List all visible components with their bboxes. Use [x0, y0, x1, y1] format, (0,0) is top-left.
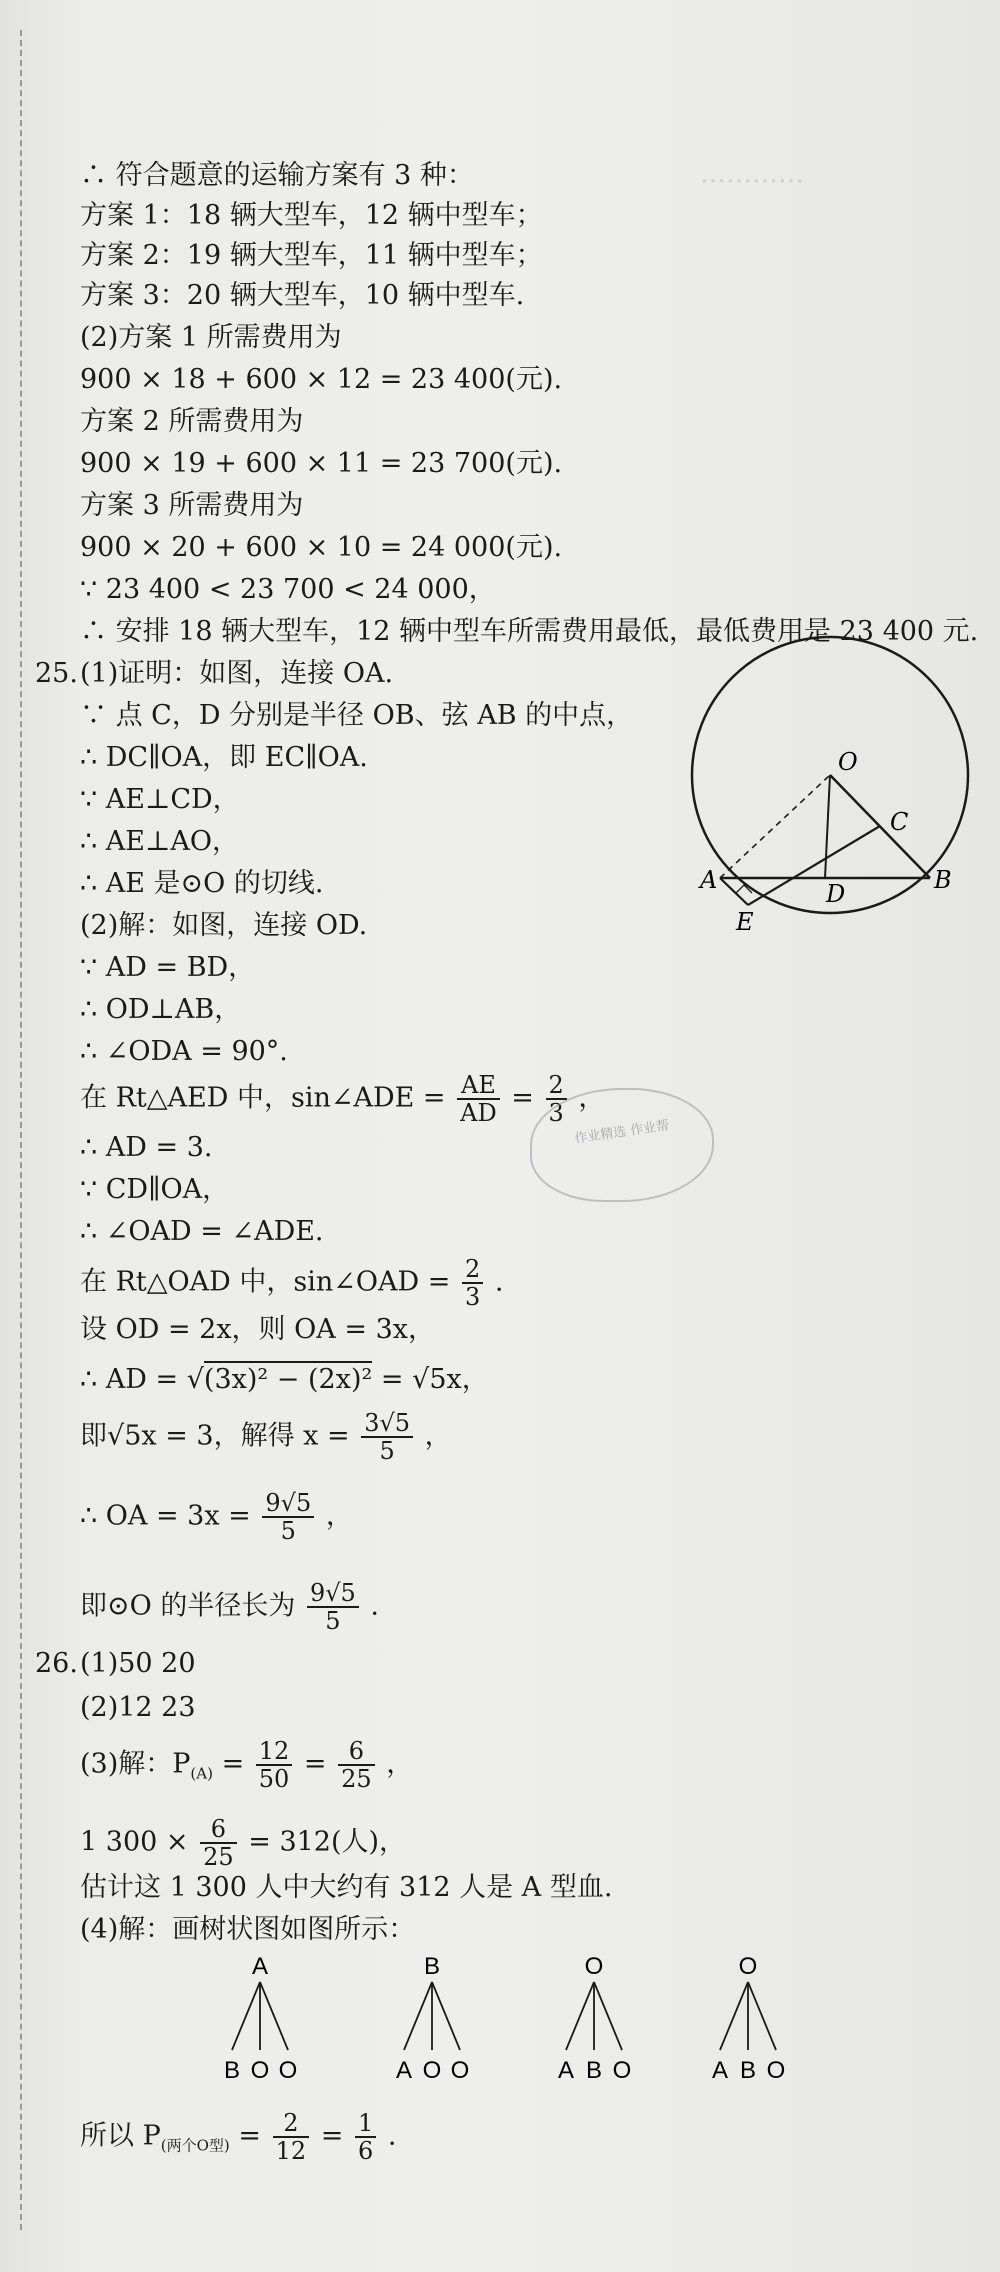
tree-branch — [748, 1982, 776, 2050]
tree-branch — [404, 1982, 432, 2050]
fraction-two-thirds — [462, 1256, 483, 1310]
fraction-12-over-50 — [256, 1738, 293, 1792]
tree-diagram — [200, 1950, 840, 2090]
q24-line-9: 方案 3 所需费用为 — [80, 490, 304, 521]
q25-line-17: ∴ AD = √(3x)² − (2x)² = √5x， — [80, 1362, 489, 1398]
tree-leaf: O — [766, 2057, 786, 2084]
label-b: B — [934, 866, 952, 894]
fraction-9root5-over-5 — [307, 1580, 359, 1634]
punctuation: ， — [325, 1500, 353, 1532]
fraction-6-over-25 — [338, 1738, 375, 1792]
fraction-denominator: 25 — [341, 1765, 372, 1793]
q26-line-4 — [80, 1816, 406, 1870]
fraction-numerator: 2 — [273, 2110, 310, 2138]
fraction-denominator: 5 — [325, 1607, 341, 1635]
q25-sin-oad-label: 在 Rt△OAD 中，sin∠OAD = — [80, 1266, 451, 1298]
fraction-numerator: 12 — [256, 1738, 293, 1766]
ad-label: ∴ AD = — [80, 1364, 179, 1395]
tree-b — [396, 1953, 469, 2084]
fraction-denominator: 6 — [357, 2137, 374, 2165]
label-c: C — [890, 808, 909, 836]
equals-sign: = — [320, 2120, 344, 2152]
punctuation: ， — [386, 1748, 414, 1780]
fraction-numerator: 1 — [355, 2110, 376, 2138]
q25-sin-ade-label: 在 Rt△AED 中，sin∠ADE = — [80, 1082, 446, 1114]
tree-leaf: O — [612, 2057, 632, 2084]
fraction-denominator: 5 — [379, 1437, 395, 1465]
q25-number: 25. — [35, 658, 78, 689]
fraction-denominator: 5 — [280, 1517, 296, 1545]
fraction-denominator: 3 — [464, 1283, 481, 1311]
q25-line-18 — [80, 1410, 452, 1464]
watermark-stamp — [530, 1088, 714, 1202]
equals-sign: = — [303, 1748, 327, 1780]
q25-line-6: ∴ AE 是⊙O 的切线. — [80, 868, 324, 899]
q25-line-11 — [80, 1072, 605, 1126]
tree-leaf: B — [223, 2057, 241, 2084]
fraction-denominator: 12 — [275, 2137, 307, 2165]
population-result: = 312(人)， — [248, 1826, 407, 1858]
q24-line-8: 900 × 19 + 600 × 11 = 23 700(元). — [80, 448, 563, 479]
q25-line-20 — [80, 1580, 379, 1634]
tree-leaf: O — [278, 2057, 298, 2084]
equals-sign: = — [221, 1748, 245, 1780]
tree-branch — [232, 1982, 260, 2050]
q24-line-12: ∴ 安排 18 辆大型车，12 辆中型车所需费用最低，最低费用是 23 400 元. — [80, 616, 979, 647]
fraction-denominator: 50 — [258, 1765, 290, 1793]
bleed-through-text: ………… — [700, 159, 804, 189]
line-ce — [748, 826, 880, 905]
q26-line-5: 估计这 1 300 人中大约有 312 人是 A 型血. — [80, 1872, 613, 1903]
fraction-3root5-over-5 — [361, 1410, 413, 1464]
q25-line-15 — [80, 1256, 503, 1310]
dashed-oa — [720, 775, 830, 878]
q24-line-4: 方案 3：20 辆大型车，10 辆中型车. — [80, 280, 525, 311]
fraction-numerator: 3√5 — [361, 1410, 413, 1438]
fraction-numerator: 2 — [546, 1072, 567, 1100]
binding-dashed-line — [20, 30, 22, 2230]
fraction-numerator: 9√5 — [262, 1490, 314, 1518]
q25-line-3: ∴ DC∥OA，即 EC∥OA. — [80, 742, 368, 773]
q24-line-6: 900 × 18 + 600 × 12 = 23 400(元). — [80, 364, 563, 395]
segment-od — [825, 775, 830, 878]
q25-line-7: (2)解：如图，连接 OD. — [80, 910, 368, 941]
fraction-numerator: 6 — [200, 1816, 237, 1844]
solve-x-label: 即√5x = 3，解得 x = — [80, 1420, 350, 1452]
tree-leaf: A — [557, 2057, 575, 2084]
oa-label: ∴ OA = 3x = — [80, 1500, 251, 1532]
pa-subscript: (A) — [190, 1764, 213, 1783]
punctuation: . — [387, 2120, 397, 2152]
population-label: 1 300 × — [80, 1826, 189, 1858]
q26-line-7 — [80, 2110, 396, 2164]
fraction-6-over-25 — [200, 1816, 237, 1870]
q24-line-2: 方案 1：18 辆大型车，12 辆中型车； — [80, 200, 543, 231]
q25-line-14: ∴ ∠OAD = ∠ADE. — [80, 1216, 324, 1247]
punctuation: ， — [424, 1420, 452, 1452]
punctuation: ， — [578, 1082, 606, 1114]
punctuation: . — [494, 1266, 504, 1298]
fraction-ae-over-ad — [457, 1072, 500, 1126]
label-a: A — [700, 866, 718, 894]
fraction-numerator: 2 — [462, 1256, 483, 1284]
q25-line-8: ∵ AD = BD， — [80, 952, 256, 983]
tree-o-1 — [558, 1953, 631, 2084]
fraction-1-over-6 — [355, 2110, 376, 2164]
tree-branch — [594, 1982, 622, 2050]
tree-root: O — [738, 1953, 758, 1980]
label-o: O — [838, 748, 858, 776]
equals-sign: = — [238, 2120, 261, 2152]
tree-branch — [260, 1982, 288, 2050]
q24-line-10: 900 × 20 + 600 × 10 = 24 000(元). — [80, 532, 563, 563]
q26-number: 26. — [35, 1648, 78, 1679]
tree-leaf: A — [395, 2057, 413, 2084]
tree-leaf: O — [250, 2057, 270, 2084]
tree-root: O — [584, 1953, 604, 1980]
equals-sign: = — [511, 1082, 534, 1114]
tree-leaf: O — [450, 2057, 470, 2084]
q26-line-6: (4)解：画树状图如图所示： — [80, 1914, 416, 1945]
q24-line-7: 方案 2 所需费用为 — [80, 406, 304, 437]
q26-line-3 — [80, 1738, 413, 1792]
stamp-text: 作业精选 作业帮 — [573, 1118, 671, 1147]
fraction-numerator: 9√5 — [307, 1580, 359, 1608]
q25-line-10: ∴ ∠ODA = 90°. — [80, 1036, 288, 1067]
fraction-2-over-12 — [273, 2110, 310, 2164]
fraction-numerator: AE — [457, 1072, 500, 1100]
tree-branch — [566, 1982, 594, 2050]
q25-line-16: 设 OD = 2x，则 OA = 3x， — [80, 1314, 435, 1345]
q24-line-11: ∵ 23 400 < 23 700 < 24 000， — [80, 574, 496, 605]
tree-leaf: B — [739, 2057, 757, 2084]
fraction-numerator: 6 — [338, 1738, 375, 1766]
q25-line-5: ∴ AE⊥AO， — [80, 826, 239, 857]
radius-label: 即⊙O 的半径长为 — [80, 1590, 296, 1622]
fraction-denominator: 25 — [203, 1843, 234, 1871]
q25-line-13: ∵ CD∥OA， — [80, 1174, 230, 1205]
tree-leaf: O — [422, 2057, 442, 2084]
q25-line-4: ∵ AE⊥CD， — [80, 784, 240, 815]
fraction-denominator: AD — [460, 1099, 497, 1127]
tree-leaf: A — [711, 2057, 729, 2084]
tree-a — [224, 1953, 297, 2084]
tree-root: B — [423, 1953, 441, 1980]
q24-line-1: ∴ 符合题意的运输方案有 3 种： — [80, 160, 474, 191]
label-d: D — [826, 880, 846, 908]
fraction-9root5-over-5 — [262, 1490, 314, 1544]
punctuation: . — [370, 1590, 379, 1622]
q24-line-5: (2)方案 1 所需费用为 — [80, 322, 342, 353]
tree-o-2 — [712, 1953, 785, 2084]
q26-line-1: (1)50 20 — [80, 1648, 196, 1679]
label-e: E — [736, 908, 754, 936]
tree-branch — [432, 1982, 460, 2050]
p-two-o-label: 所以 P — [80, 2120, 161, 2152]
q25-line-12: ∴ AD = 3. — [80, 1132, 213, 1163]
q25-line-9: ∴ OD⊥AB， — [80, 994, 242, 1025]
circle-geometry-figure — [690, 630, 990, 960]
p-two-o-subscript: (两个O型) — [160, 2136, 230, 2155]
tree-branch — [720, 1982, 748, 2050]
q26-line-2: (2)12 23 — [80, 1692, 196, 1723]
tree-root: A — [251, 1953, 269, 1980]
q25-line-1: (1)证明：如图，连接 OA. — [80, 658, 394, 689]
radicand: (3x)² − (2x)² — [204, 1361, 372, 1395]
tree-leaf: B — [585, 2057, 603, 2084]
ad-result: = √5x， — [380, 1364, 489, 1395]
q25-line-19 — [80, 1490, 353, 1544]
fraction-denominator: 3 — [548, 1099, 564, 1127]
q25-line-2: ∵ 点 C，D 分别是半径 OB、弦 AB 的中点， — [80, 700, 634, 731]
pa-label: (3)解：P — [80, 1748, 191, 1780]
q24-line-3: 方案 2：19 辆大型车，11 辆中型车； — [80, 240, 543, 271]
